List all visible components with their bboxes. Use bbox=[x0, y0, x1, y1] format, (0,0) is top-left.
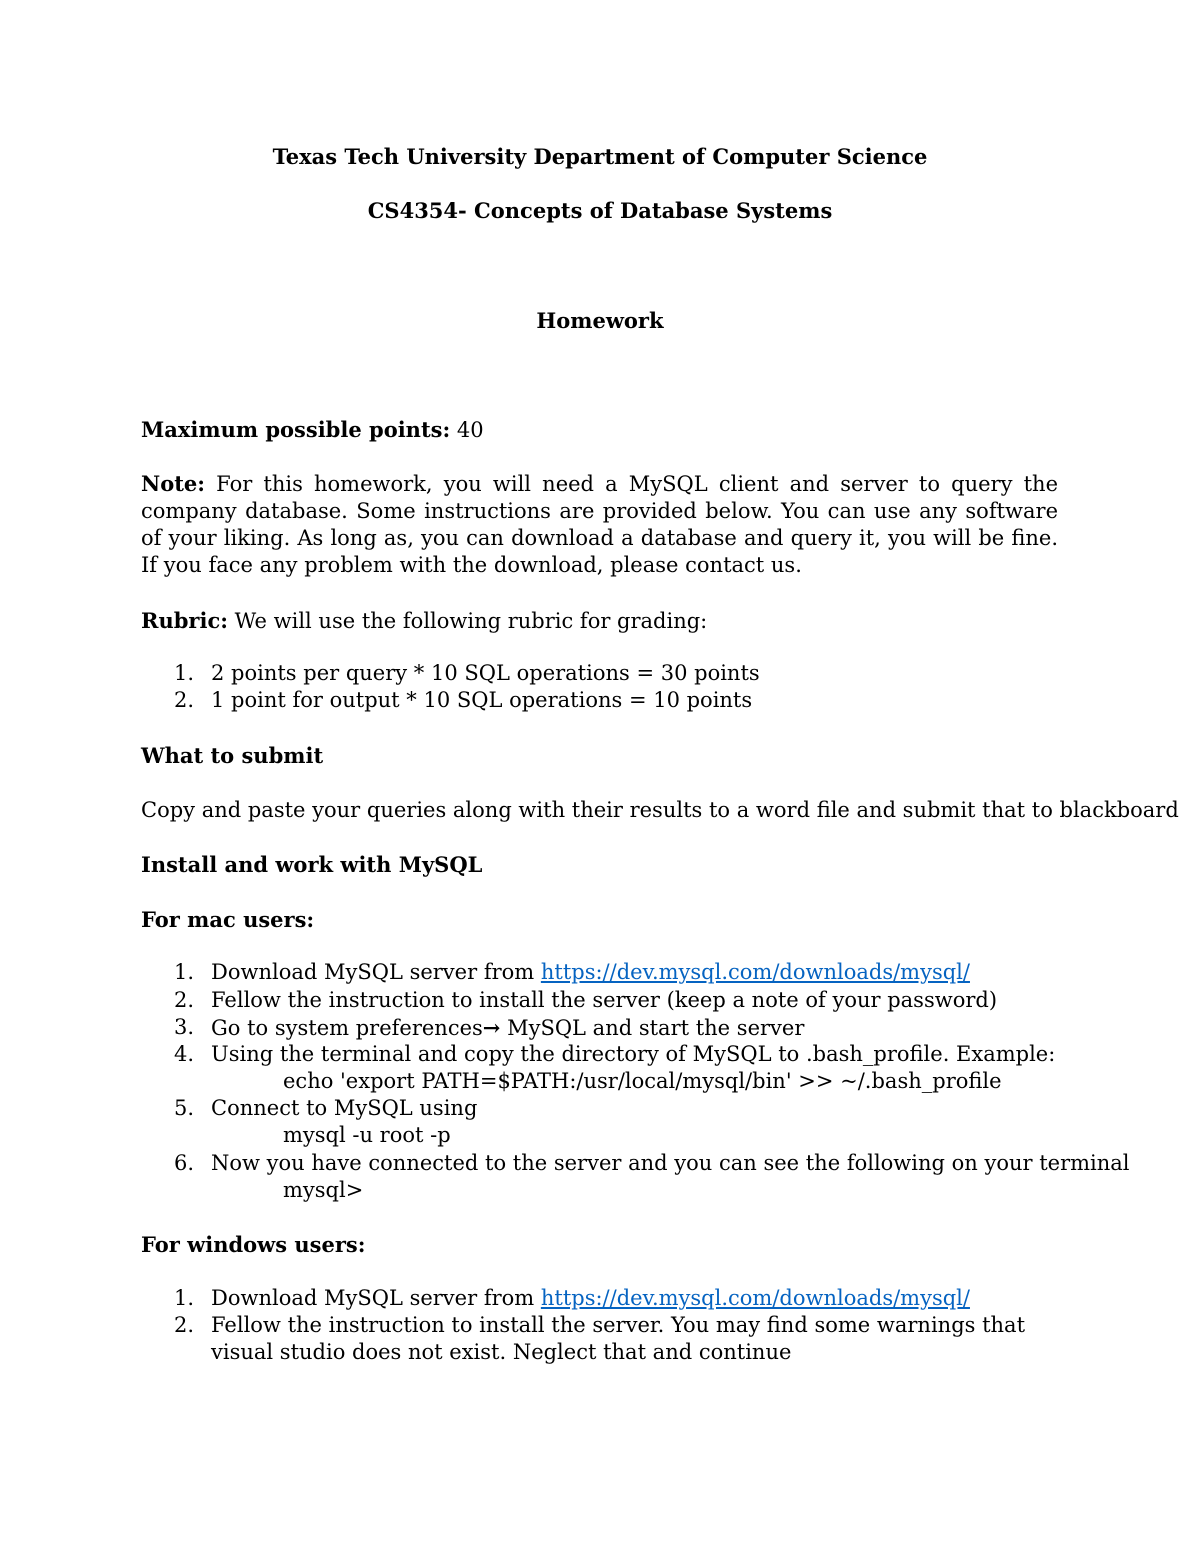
windows-item: Fellow the instruction to install the server. You may find some warnings that visual studio does not exist. Neglect that and continue bbox=[211, 1313, 1026, 1364]
mac-item-number: 1. bbox=[174, 960, 195, 984]
rubric-text: We will use the following rubric for grading: bbox=[227, 609, 708, 633]
max-points-label: Maximum possible points: bbox=[141, 417, 451, 442]
mac-item-number: 2. bbox=[174, 988, 195, 1012]
course-heading: CS4354- Concepts of Database Systems bbox=[367, 198, 833, 223]
note-text: For this homework, you will need a MySQL client and server to query the company database. Some instructions are provided below. You can use any software of your liking. As long as, you can download a database and query it, you will be fine. If you face any problem with the download, please contact us. bbox=[141, 472, 1058, 577]
mac-item-text-2: MySQL and start the server bbox=[500, 1016, 805, 1040]
rubric-item: 1 point for output * 10 SQL operations = 10 points bbox=[211, 688, 753, 712]
mac-item-command: mysql> bbox=[283, 1178, 364, 1202]
mac-item bbox=[211, 959, 970, 986]
rubric-item: 2 points per query * 10 SQL operations = 30 points bbox=[211, 661, 760, 685]
mac-item-command: mysql -u root -p bbox=[283, 1123, 451, 1147]
submit-heading: What to submit bbox=[141, 743, 324, 768]
mac-item-number: 6. bbox=[174, 1151, 195, 1175]
mac-item-number: 5. bbox=[174, 1096, 195, 1120]
mac-heading: For mac users: bbox=[141, 907, 315, 932]
windows-item bbox=[211, 1285, 970, 1312]
max-points bbox=[141, 416, 484, 444]
mac-item-number: 4. bbox=[174, 1042, 195, 1066]
right-arrow-icon: → bbox=[482, 1015, 501, 1040]
rubric-item-number: 2. bbox=[174, 688, 195, 712]
mysql-download-link[interactable]: https://dev.mysql.com/downloads/mysql/ bbox=[540, 960, 970, 984]
mac-item: Using the terminal and copy the directory of MySQL to .bash_profile. Example: bbox=[211, 1042, 1056, 1066]
mac-item: Connect to MySQL using bbox=[211, 1096, 478, 1120]
submit-text: Copy and paste your queries along with their results to a word file and submit that to blackboard bbox=[141, 798, 1179, 822]
homework-title: Homework bbox=[536, 308, 664, 333]
mac-item-text: Download MySQL server from bbox=[211, 960, 541, 984]
windows-item-text: Download MySQL server from bbox=[211, 1286, 541, 1310]
rubric-paragraph bbox=[141, 607, 707, 635]
windows-item-number: 2. bbox=[174, 1313, 195, 1337]
mac-item: Fellow the instruction to install the server (keep a note of your password) bbox=[211, 988, 998, 1012]
rubric-label: Rubric: bbox=[141, 608, 228, 633]
max-points-value: 40 bbox=[450, 418, 484, 442]
mac-item-text: Go to system preferences bbox=[211, 1016, 483, 1040]
university-heading: Texas Tech University Department of Computer Science bbox=[272, 144, 928, 169]
note-paragraph bbox=[141, 470, 1058, 579]
note-label: Note: bbox=[141, 471, 206, 496]
mac-item-command: echo 'export PATH=$PATH:/usr/local/mysql/bin' >> ~/.bash_profile bbox=[283, 1069, 1002, 1093]
mysql-download-link[interactable]: https://dev.mysql.com/downloads/mysql/ bbox=[540, 1286, 970, 1310]
mac-item bbox=[211, 1014, 804, 1042]
windows-heading: For windows users: bbox=[141, 1232, 366, 1257]
install-heading: Install and work with MySQL bbox=[141, 852, 483, 877]
mac-item-number: 3. bbox=[174, 1015, 195, 1039]
windows-item-number: 1. bbox=[174, 1286, 195, 1310]
rubric-item-number: 1. bbox=[174, 661, 195, 685]
mac-item: Now you have connected to the server and you can see the following on your terminal bbox=[211, 1151, 1130, 1175]
